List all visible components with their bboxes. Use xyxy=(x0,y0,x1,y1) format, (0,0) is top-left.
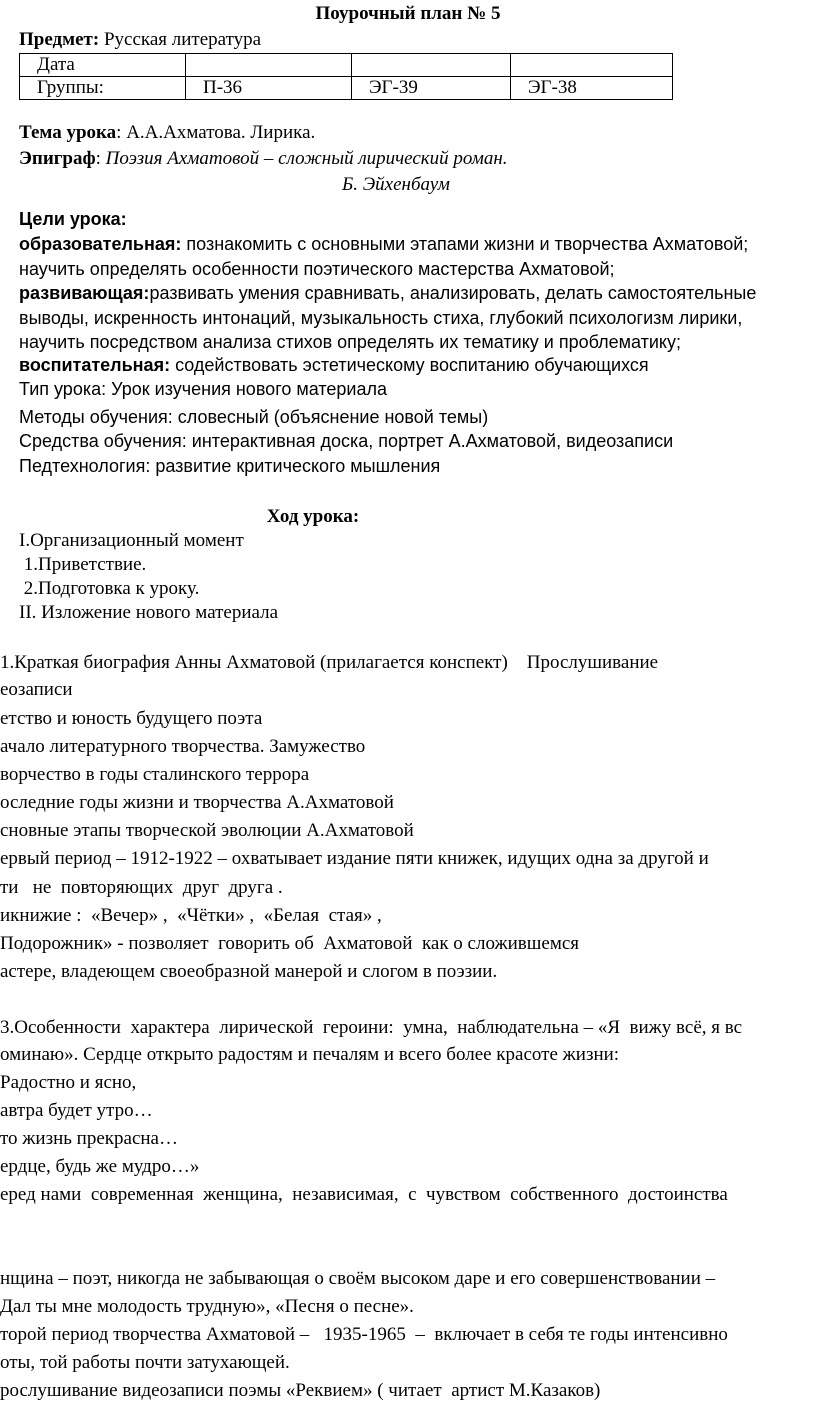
goal-educational-label: образовательная: xyxy=(19,234,182,254)
body-line: ти не повторяющих друг друга . xyxy=(0,877,283,898)
body-line: етство и юность будущего поэта xyxy=(0,708,263,729)
subject-label: Предмет: xyxy=(19,29,100,50)
body-line: сновные этапы творческой эволюции А.Ахматовой xyxy=(0,820,414,841)
goal-educational-cont: научить определять особенности поэтического мастерства Ахматовой; xyxy=(19,259,615,279)
body-line: ачало литературного творчества. Замужество xyxy=(0,736,366,757)
poem-line: Радостно и ясно, xyxy=(0,1072,137,1093)
course-step: II. Изложение нового материала xyxy=(19,602,279,623)
epigraph-author: Б. Эйхенбаум xyxy=(342,174,450,195)
goal-developmental-label: развивающая: xyxy=(19,283,150,303)
course-step: 1.Приветствие. xyxy=(19,554,147,575)
table-cell: Дата xyxy=(20,54,186,77)
goal-educational xyxy=(19,232,748,256)
topic-line xyxy=(19,121,315,145)
epigraph-line xyxy=(19,147,508,171)
poem-line: ердце, будь же мудро…» xyxy=(0,1156,200,1177)
epigraph-sep: : xyxy=(95,148,101,169)
body-line: рослушивание видеозаписи поэмы «Реквием» ( читает артист М.Казаков) xyxy=(0,1380,601,1401)
goal-upbringing-label: воспитательная: xyxy=(19,355,171,375)
table-cell: ЭГ-39 xyxy=(352,77,511,100)
topic-label: Тема урока xyxy=(19,122,117,143)
poem-line: то жизнь прекрасна… xyxy=(0,1128,178,1149)
body-line: еозаписи xyxy=(0,679,73,700)
table-row xyxy=(20,77,673,100)
goal-developmental-cont2: научить посредством анализа стихов определять их тематику и проблематику; xyxy=(19,332,681,352)
topic-sep: : xyxy=(116,122,122,143)
table-cell: Группы: xyxy=(20,77,186,100)
body-line: торой период творчества Ахматовой – 1935-1965 – включает в себя те годы интенсивно xyxy=(0,1324,728,1345)
course-step: 2.Подготовка к уроку. xyxy=(19,578,200,599)
poem-line: автра будет утро… xyxy=(0,1100,153,1121)
page-title: Поурочный план № 5 xyxy=(315,3,501,24)
epigraph-text: Поэзия Ахматовой – сложный лирический роман. xyxy=(100,148,508,169)
subject-value: Русская литература xyxy=(103,29,262,50)
goals-heading: Цели урока: xyxy=(19,209,127,229)
body-line: астере, владеющем своеобразной манерой и слогом в поэзии. xyxy=(0,961,498,982)
body-line: 1.Краткая биография Анны Ахматовой (прилагается конспект) Прослушивание xyxy=(0,652,659,673)
body-line: ервый период – 1912-1922 – охватывает издание пяти книжек, идущих одна за другой и xyxy=(0,848,709,869)
groups-table xyxy=(19,53,673,100)
body-line: еред нами современная женщина, независимая, с чувством собственного достоинства xyxy=(0,1184,728,1205)
goal-upbringing-text: содействовать эстетическому воспитанию обучающихся xyxy=(170,355,649,375)
subject-line xyxy=(19,28,261,52)
goal-developmental xyxy=(19,281,756,305)
epigraph-label: Эпиграф xyxy=(19,148,96,169)
body-line: ворчество в годы сталинского террора xyxy=(0,764,310,785)
body-line: оминаю». Сердце открыто радостям и печалям и всего более красоте жизни: xyxy=(0,1044,620,1065)
table-cell: П-36 xyxy=(186,77,352,100)
body-line: 3.Особенности характера лирической героини: умна, наблюдательна – «Я вижу всё, я вс xyxy=(0,1017,743,1038)
pedagogical-technology: Педтехнология: развитие критического мышления xyxy=(19,456,441,476)
lesson-type: Тип урока: Урок изучения нового материала xyxy=(19,379,388,399)
table-cell xyxy=(511,54,673,77)
course-heading: Ход урока: xyxy=(266,506,360,527)
table-cell: ЭГ-38 xyxy=(511,77,673,100)
body-line: икнижие : «Вечер» , «Чётки» , «Белая стая» , xyxy=(0,905,382,926)
body-line: оты, той работы почти затухающей. xyxy=(0,1352,290,1373)
body-line: Дал ты мне молодость трудную», «Песня о песне». xyxy=(0,1296,414,1317)
teaching-tools: Средства обучения: интерактивная доска, портрет А.Ахматовой, видеозаписи xyxy=(19,431,674,451)
teaching-methods: Методы обучения: словесный (объяснение новой темы) xyxy=(19,407,489,427)
table-cell xyxy=(352,54,511,77)
goal-educational-text: познакомить с основными этапами жизни и творчества Ахматовой; xyxy=(181,234,749,254)
goal-developmental-text: развивать умения сравнивать, анализировать, делать самостоятельные xyxy=(149,283,757,303)
goal-upbringing xyxy=(19,353,649,377)
course-step: I.Организационный момент xyxy=(19,530,244,551)
table-cell xyxy=(186,54,352,77)
table-row xyxy=(20,54,673,77)
body-line: нщина – поэт, никогда не забывающая о своём высоком даре и его совершенствовании – xyxy=(0,1268,716,1289)
topic-value: А.А.Ахматова. Лирика. xyxy=(121,122,316,143)
body-line: Подорожник» - позволяет говорить об Ахматовой как о сложившемся xyxy=(0,933,580,954)
goal-developmental-cont: выводы, искренность интонаций, музыкальность стиха, глубокий психологизм лирики, xyxy=(19,308,743,328)
body-line: оследние годы жизни и творчества А.Ахматовой xyxy=(0,792,394,813)
